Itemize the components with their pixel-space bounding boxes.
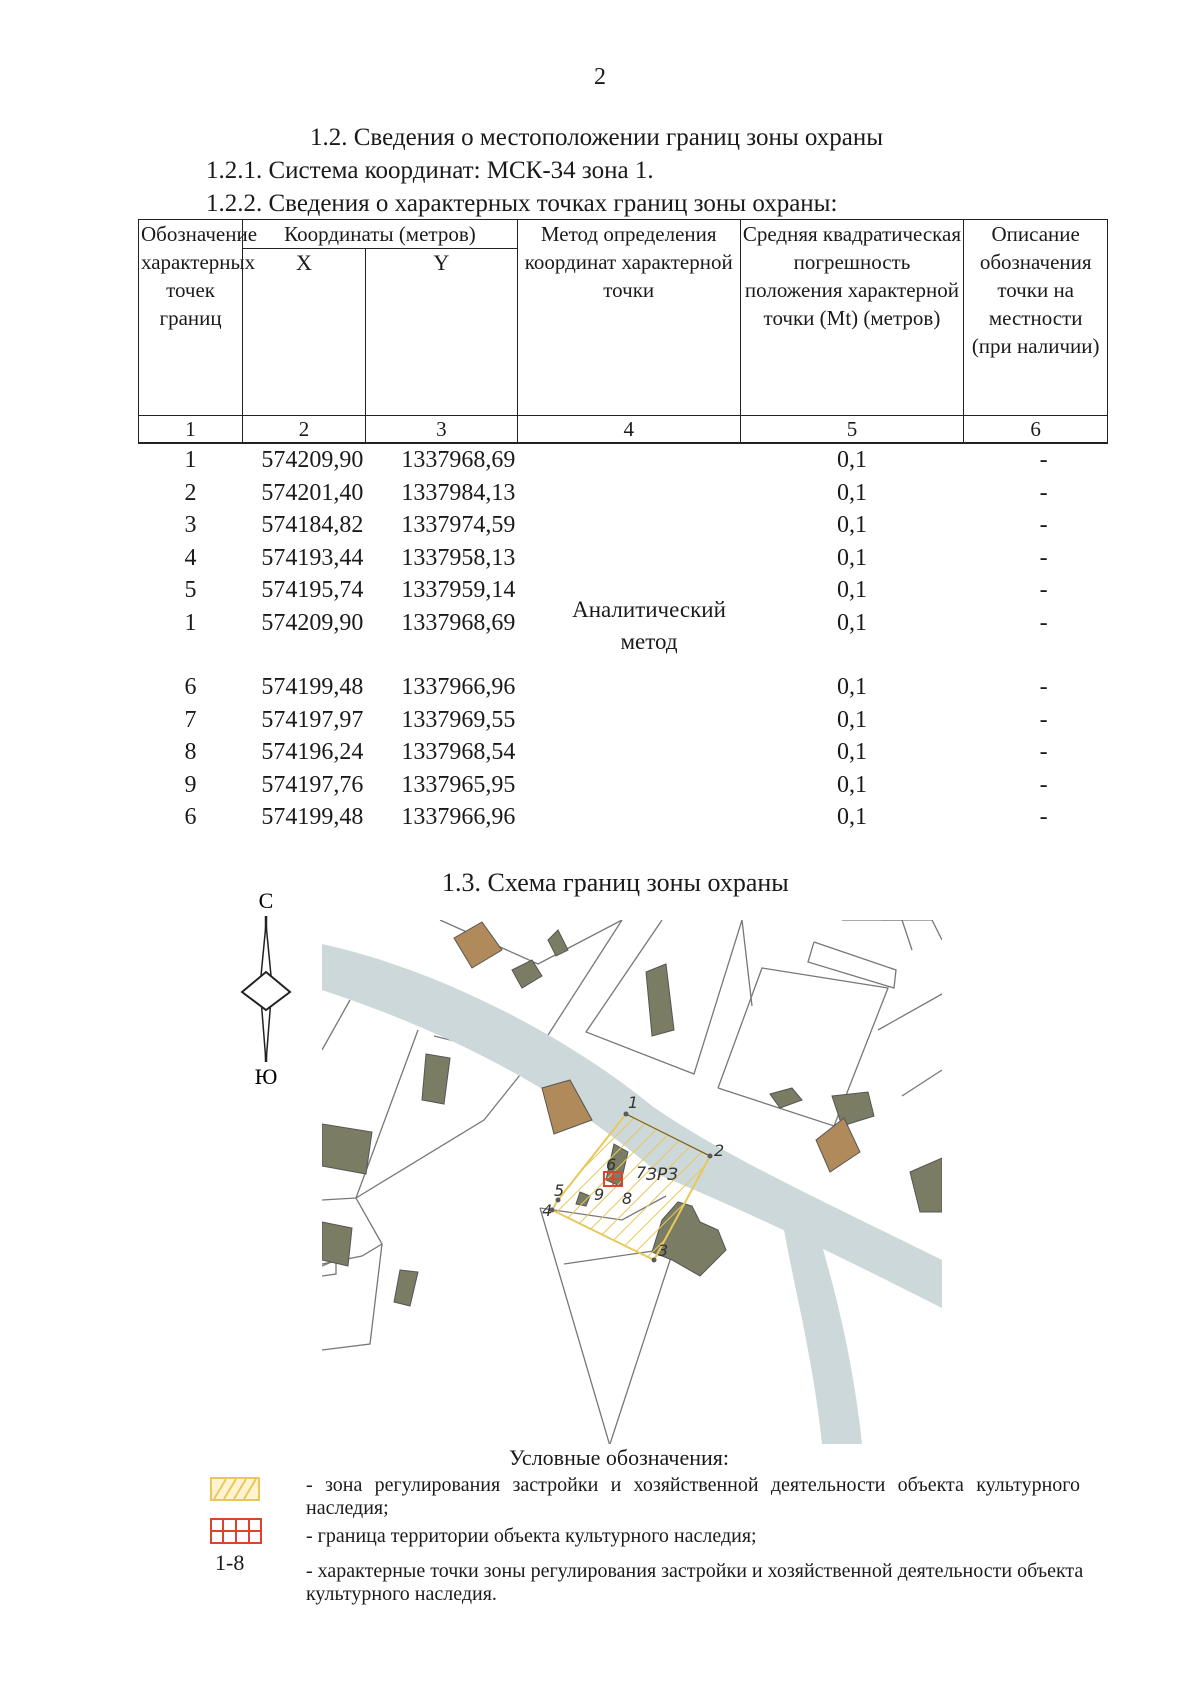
x-coordinate: 574209,90 bbox=[261, 447, 364, 474]
table-row bbox=[139, 477, 1108, 510]
point-label: 6 bbox=[606, 1155, 617, 1174]
method-cell bbox=[517, 542, 740, 575]
table-row bbox=[139, 509, 1108, 542]
point-label: 2 bbox=[714, 1141, 725, 1160]
points-heading: 1.2.2. Сведения о характерных точках границ зоны охраны: bbox=[206, 190, 838, 217]
y-coordinate: 1337966,96 bbox=[401, 804, 516, 831]
description-value: - bbox=[1039, 512, 1048, 539]
error-value: 0,1 bbox=[836, 609, 867, 636]
error-value: 0,1 bbox=[836, 706, 867, 733]
x-coordinate: 574195,74 bbox=[261, 577, 364, 604]
column-number: 1 bbox=[139, 416, 243, 444]
point-label: 5 bbox=[554, 1181, 565, 1200]
legend-points-text: - характерные точки зоны регулирования застройки и хозяйственной деятельности объекта культурного наследия. bbox=[306, 1560, 1084, 1605]
legend-points-label: 1-8 bbox=[215, 1550, 245, 1575]
error-value: 0,1 bbox=[836, 771, 867, 798]
compass-rose bbox=[236, 886, 296, 1086]
method-cell bbox=[517, 736, 740, 769]
x-coordinate: 574199,48 bbox=[261, 804, 364, 831]
description-value: - bbox=[1039, 577, 1048, 604]
error-value: 0,1 bbox=[836, 674, 867, 701]
x-coordinate: 574199,48 bbox=[261, 674, 364, 701]
zone-point bbox=[652, 1258, 657, 1263]
spacer-cell bbox=[365, 639, 517, 671]
zone-point bbox=[708, 1154, 713, 1159]
method-cell bbox=[517, 477, 740, 510]
method-cell bbox=[517, 801, 740, 834]
x-coordinate: 574197,97 bbox=[261, 706, 364, 733]
y-coordinate: 1337968,54 bbox=[401, 739, 516, 766]
column-number: 2 bbox=[243, 416, 366, 444]
compass-south-label: Ю bbox=[254, 1064, 278, 1086]
building bbox=[322, 1124, 372, 1174]
table-row bbox=[139, 736, 1108, 769]
building bbox=[322, 1222, 352, 1266]
coordinates-table bbox=[138, 219, 1108, 834]
coord-system-heading: 1.2.1. Система координат: МСК-34 зона 1. bbox=[206, 157, 654, 184]
description-value: - bbox=[1039, 674, 1048, 701]
error-value: 0,1 bbox=[836, 577, 867, 604]
x-coordinate: 574184,82 bbox=[261, 512, 364, 539]
legend-heritage-text: - граница территории объекта культурного наследия; bbox=[306, 1525, 757, 1547]
point-number: 5 bbox=[184, 577, 197, 604]
column-number: 4 bbox=[517, 416, 740, 444]
spacer-cell bbox=[243, 639, 366, 671]
point-number: 7 bbox=[184, 706, 197, 733]
column-number: 6 bbox=[964, 416, 1108, 444]
description-value: - bbox=[1039, 609, 1048, 636]
spacer-cell bbox=[740, 639, 964, 671]
description-value: - bbox=[1039, 771, 1048, 798]
point-number: 4 bbox=[184, 544, 197, 571]
x-coordinate: 574209,90 bbox=[261, 609, 364, 636]
legend-zone-swatch bbox=[210, 1477, 260, 1501]
y-coordinate: 1337969,55 bbox=[401, 706, 516, 733]
error-value: 0,1 bbox=[836, 544, 867, 571]
point-number: 9 bbox=[184, 771, 197, 798]
table-row bbox=[139, 671, 1108, 704]
x-coordinate: 574201,40 bbox=[261, 479, 364, 506]
section-title: 1.2. Сведения о местоположении границ зоны охраны bbox=[310, 124, 884, 151]
x-coordinate: 574193,44 bbox=[261, 544, 364, 571]
zone-point bbox=[624, 1112, 629, 1117]
point-number: 2 bbox=[184, 479, 197, 506]
method-cell bbox=[517, 443, 740, 477]
table-row bbox=[139, 542, 1108, 575]
header-coordinates: Координаты (метров) bbox=[243, 220, 518, 249]
header-description: Описание обозначения точки на местности (при наличии) bbox=[964, 220, 1108, 416]
point-label: 1 bbox=[628, 1093, 639, 1112]
method-value: Аналитический метод bbox=[572, 597, 726, 654]
table-row bbox=[139, 769, 1108, 802]
column-number: 3 bbox=[365, 416, 517, 444]
description-value: - bbox=[1039, 447, 1048, 474]
table-row bbox=[139, 443, 1108, 477]
point-label: 4 bbox=[542, 1201, 553, 1220]
point-number: 8 bbox=[184, 739, 197, 766]
error-value: 0,1 bbox=[836, 804, 867, 831]
y-coordinate: 1337974,59 bbox=[401, 512, 516, 539]
legend-zone-text: - зона регулирования застройки и хозяйственной деятельности объекта культурного наследия; bbox=[306, 1474, 1080, 1519]
legend-title: Условные обозначения: bbox=[509, 1445, 730, 1470]
description-value: - bbox=[1039, 804, 1048, 831]
point-number: 1 bbox=[184, 609, 197, 636]
description-value: - bbox=[1039, 479, 1048, 506]
column-number: 5 bbox=[740, 416, 964, 444]
method-cell bbox=[517, 509, 740, 542]
error-value: 0,1 bbox=[836, 739, 867, 766]
header-x: X bbox=[243, 249, 366, 416]
x-coordinate: 574197,76 bbox=[261, 771, 364, 798]
point-number: 6 bbox=[184, 804, 197, 831]
description-value: - bbox=[1039, 706, 1048, 733]
x-coordinate: 574196,24 bbox=[261, 739, 364, 766]
table-row bbox=[139, 704, 1108, 737]
y-coordinate: 1337968,69 bbox=[401, 447, 516, 474]
y-coordinate: 1337958,13 bbox=[401, 544, 516, 571]
site-map bbox=[322, 920, 942, 1444]
compass-diamond bbox=[242, 972, 290, 1010]
point-label: 9 bbox=[594, 1185, 605, 1204]
method-cell bbox=[517, 704, 740, 737]
scheme-title: 1.3. Схема границ зоны охраны bbox=[442, 868, 789, 897]
y-coordinate: 1337959,14 bbox=[401, 577, 516, 604]
point-number: 3 bbox=[184, 512, 197, 539]
description-value: - bbox=[1039, 739, 1048, 766]
y-coordinate: 1337984,13 bbox=[401, 479, 516, 506]
error-value: 0,1 bbox=[836, 512, 867, 539]
header-error: Средняя квадратическая погрешность положения характерной точки (Mt) (метров) bbox=[740, 220, 964, 416]
compass-north-label: С bbox=[258, 888, 274, 913]
legend-heritage-swatch bbox=[210, 1518, 262, 1544]
table-row bbox=[139, 801, 1108, 834]
zone-label: ЗРЗ bbox=[646, 1165, 679, 1185]
point-label: 7 bbox=[636, 1163, 647, 1182]
description-value: - bbox=[1039, 544, 1048, 571]
point-number: 1 bbox=[184, 447, 197, 474]
error-value: 0,1 bbox=[836, 447, 867, 474]
header-method: Метод определения координат характерной точки bbox=[517, 220, 740, 416]
page-number: 2 bbox=[594, 64, 606, 90]
point-label: 8 bbox=[622, 1189, 633, 1208]
y-coordinate: 1337966,96 bbox=[401, 674, 516, 701]
method-cell bbox=[517, 769, 740, 802]
point-label: 3 bbox=[658, 1241, 669, 1260]
spacer-cell bbox=[964, 639, 1108, 671]
error-value: 0,1 bbox=[836, 479, 867, 506]
y-coordinate: 1337965,95 bbox=[401, 771, 516, 798]
point-number: 6 bbox=[184, 674, 197, 701]
spacer-cell bbox=[139, 639, 243, 671]
header-designation: Обозначение характерных точек границ bbox=[139, 220, 243, 416]
header-y: Y bbox=[365, 249, 517, 416]
y-coordinate: 1337968,69 bbox=[401, 609, 516, 636]
method-cell bbox=[517, 671, 740, 704]
